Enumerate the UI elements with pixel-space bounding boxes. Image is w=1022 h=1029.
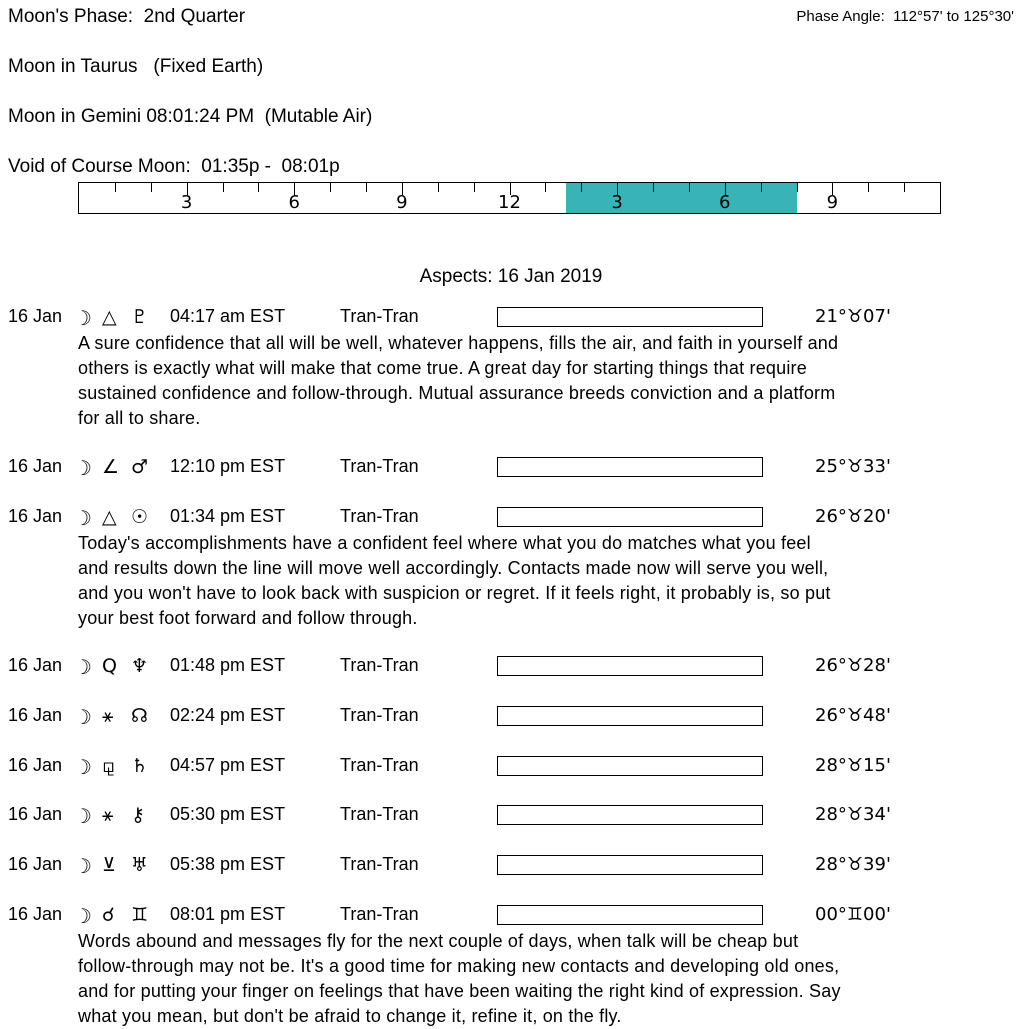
aspect-semi-sextile-icon: ⊻ (102, 854, 116, 876)
aspect-row (0, 456, 1022, 480)
aspect-description-line: and results down the line will move well accordingly. Contacts made now will serve you well, (78, 558, 829, 578)
aspect-description-line: others is exactly what will make that come true. A great day for starting things that require (78, 358, 807, 378)
aspect-description-line: and you won't have to look back with suspicion or regret. If it feels right, it probably is, so put (78, 583, 831, 603)
aspect-description-line: your best foot forward and follow through. (78, 608, 418, 628)
aspect-description (78, 331, 1022, 431)
moon-icon: ☽ (74, 804, 92, 828)
aspect-degree-value: 28°♉15' (815, 755, 891, 776)
aspect-description-line: Today's accomplishments have a confident feel where what you do matches what you feel (78, 533, 811, 553)
aspect-degree-value: 21°♉07' (815, 306, 891, 327)
hour-tick (366, 183, 367, 192)
hour-tick (653, 183, 654, 192)
hour-tick (904, 183, 905, 192)
aspect-time: 02:24 pm EST (170, 705, 286, 725)
moon-icon: ☽ (74, 854, 92, 878)
aspect-sextile-icon: ⚹ (102, 705, 114, 727)
aspect-type: Tran-Tran (340, 306, 419, 326)
aspect-type: Tran-Tran (340, 655, 419, 675)
aspect-degree-value: 25°♉33' (815, 456, 891, 477)
aspect-type: Tran-Tran (340, 456, 419, 476)
aspect-description (78, 531, 1022, 631)
aspect-date: 16 Jan (8, 456, 63, 476)
orb-progress-bar (497, 457, 763, 477)
moon-icon: ☽ (74, 456, 92, 480)
aspect-time: 01:48 pm EST (170, 655, 286, 675)
hour-label: 6 (719, 192, 731, 213)
hour-label: 3 (180, 192, 193, 213)
hour-label: 3 (611, 192, 623, 213)
aspect-date: 16 Jan (8, 705, 63, 725)
aspect-row (0, 755, 1022, 779)
aspect-degree-value: 26°♉20' (815, 506, 891, 527)
orb-progress-bar (497, 905, 763, 925)
aspect-time: 04:57 pm EST (170, 755, 286, 775)
hour-tick (868, 183, 869, 192)
moon-in-gemini-line: Moon in Gemini 08:01:24 PM (Mutable Air) (8, 106, 373, 127)
aspect-date: 16 Jan (8, 804, 63, 824)
orb-progress-bar (497, 756, 763, 776)
aspect-sesquiquadrate-icon: ⚼ (102, 755, 116, 777)
aspect-row (0, 854, 1022, 878)
moon-icon: ☽ (74, 655, 92, 679)
aspect-description-line: sustained confidence and follow-through. Mutual assurance breeds conviction and a platform (78, 383, 836, 403)
void-of-course-line: Void of Course Moon: 01:35p - 08:01p (8, 156, 340, 177)
aspect-quintile-icon: Q (102, 655, 117, 677)
aspect-degree-value: 26°♉48' (815, 705, 891, 726)
hour-label: 9 (826, 192, 839, 213)
aspect-trine-icon: △ (102, 306, 117, 328)
aspect-date: 16 Jan (8, 854, 63, 874)
aspect-row (0, 655, 1022, 679)
hour-label: 9 (396, 192, 408, 213)
aspect-row (0, 804, 1022, 828)
moon-icon: ☽ (74, 755, 92, 779)
aspect-description (78, 929, 1022, 1029)
aspect-row (0, 306, 1022, 330)
aspect-description-line: and for putting your finger on feelings that have been waiting the right kind of expression. Say (78, 981, 841, 1001)
chiron-icon: ⚷ (131, 804, 145, 826)
moon-in-taurus-line: Moon in Taurus (Fixed Earth) (8, 56, 264, 77)
aspect-description-line: what you mean, but don't be afraid to change it, refine it, on the fly. (78, 1006, 622, 1026)
moon-icon: ☽ (74, 904, 92, 928)
orb-progress-bar (497, 656, 763, 676)
moons-phase-line: Moon's Phase: 2nd Quarter (8, 6, 246, 27)
hour-tick (474, 183, 475, 192)
aspect-row (0, 904, 1022, 928)
aspect-type: Tran-Tran (340, 705, 419, 725)
orb-progress-bar (497, 507, 763, 527)
void-of-course-band (566, 183, 797, 213)
aspect-date: 16 Jan (8, 506, 63, 526)
void-of-course-timeline (78, 182, 941, 214)
aspect-description-line: Words abound and messages fly for the next couple of days, when talk will be cheap but (78, 931, 799, 951)
aspect-date: 16 Jan (8, 755, 63, 775)
phase-angle-line: Phase Angle: 112°57' to 125°30' (796, 8, 1014, 25)
aspect-description-line: for all to share. (78, 408, 201, 428)
hour-tick (115, 183, 116, 192)
hour-tick (151, 183, 152, 192)
hour-label: 6 (288, 192, 300, 213)
aspect-time: 01:34 pm EST (170, 506, 286, 526)
pluto-icon: ♇ (131, 306, 149, 328)
aspect-date: 16 Jan (8, 655, 63, 675)
hour-tick (689, 183, 690, 192)
hour-tick (545, 183, 546, 192)
aspect-row (0, 705, 1022, 729)
aspect-sextile-icon: ⚹ (102, 804, 114, 826)
gemini-sign-icon: ♊ (131, 904, 149, 926)
sun-icon: ☉ (131, 506, 149, 528)
aspect-type: Tran-Tran (340, 854, 419, 874)
aspect-time: 05:30 pm EST (170, 804, 286, 824)
aspect-time: 05:38 pm EST (170, 854, 286, 874)
aspect-description-line: A sure confidence that all will be well, whatever happens, fills the air, and faith in yourself and (78, 333, 839, 353)
neptune-icon: ♆ (131, 655, 149, 677)
aspect-degree-value: 26°♉28' (815, 655, 891, 676)
moon-icon: ☽ (74, 506, 92, 530)
aspect-trine-icon: △ (102, 506, 117, 528)
aspect-time: 12:10 pm EST (170, 456, 286, 476)
aspect-degree-value: 00°♊00' (815, 904, 891, 925)
uranus-icon: ♅ (131, 854, 149, 876)
aspect-conjunction-icon: ☌ (102, 904, 115, 926)
aspect-type: Tran-Tran (340, 506, 419, 526)
aspect-description-line: follow-through may not be. It's a good time for making new contacts and developing old ones, (78, 956, 840, 976)
hour-tick (581, 183, 582, 192)
orb-progress-bar (497, 805, 763, 825)
aspect-time: 04:17 am EST (170, 306, 286, 326)
aspect-type: Tran-Tran (340, 904, 419, 924)
aspects-title: Aspects: 16 Jan 2019 (419, 266, 603, 287)
hour-tick (330, 183, 331, 192)
aspect-degree-value: 28°♉34' (815, 804, 891, 825)
moon-icon: ☽ (74, 306, 92, 330)
aspect-semi-square-icon: ∠ (102, 456, 120, 478)
aspect-type: Tran-Tran (340, 804, 419, 824)
hour-tick (797, 183, 798, 192)
aspect-date: 16 Jan (8, 904, 63, 924)
orb-progress-bar (497, 855, 763, 875)
hour-label: 12 (498, 192, 521, 213)
north-node-icon: ☊ (131, 705, 148, 727)
aspect-date: 16 Jan (8, 306, 63, 326)
orb-progress-bar (497, 307, 763, 327)
aspect-time: 08:01 pm EST (170, 904, 286, 924)
hour-tick (258, 183, 259, 192)
saturn-icon: ♄ (131, 755, 149, 777)
moon-icon: ☽ (74, 705, 92, 729)
orb-progress-bar (497, 706, 763, 726)
aspect-type: Tran-Tran (340, 755, 419, 775)
mars-icon: ♂ (131, 456, 149, 478)
aspect-row (0, 506, 1022, 530)
hour-tick (761, 183, 762, 192)
hour-tick (223, 183, 224, 192)
hour-tick (438, 183, 439, 192)
aspect-degree-value: 28°♉39' (815, 854, 891, 875)
